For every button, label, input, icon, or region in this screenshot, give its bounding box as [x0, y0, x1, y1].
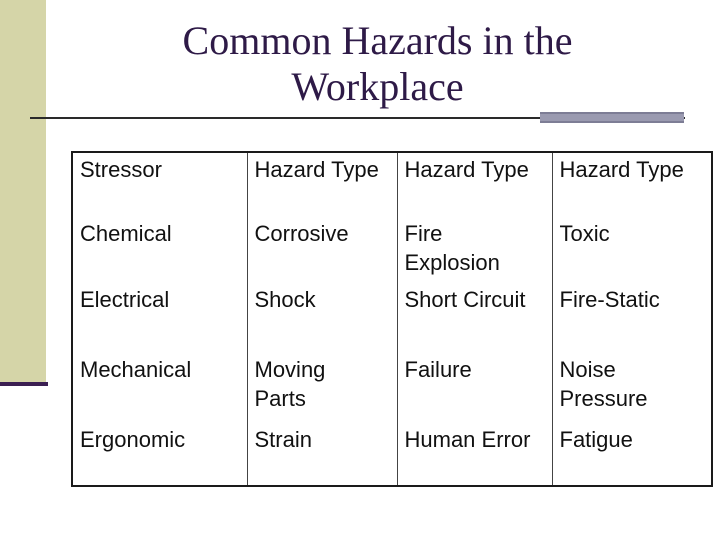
hazard-text: Human Error	[404, 427, 531, 452]
hazard-text: Explosion	[404, 250, 500, 275]
table-row	[72, 353, 712, 423]
left-decorative-bar	[0, 0, 46, 382]
header-cell: Hazard Type	[247, 152, 397, 217]
title-line-1: Common Hazards in the	[182, 18, 573, 63]
stressor-cell: Ergonomic	[80, 427, 186, 452]
hazard-text: Noise	[559, 357, 616, 382]
hazard-text: Pressure	[559, 386, 648, 411]
header-cell: Hazard Type	[552, 152, 712, 217]
stressor-cell: Electrical	[80, 287, 170, 312]
hazard-text: Corrosive	[254, 221, 349, 246]
hazard-text: Fatigue	[559, 427, 633, 452]
hazard-text: Fire-Static	[559, 287, 660, 312]
hazard-cell	[247, 423, 397, 486]
title-line-2: Workplace	[291, 64, 464, 109]
hazard-cell	[552, 353, 712, 423]
title-underline-accent	[540, 112, 684, 123]
slide-title	[100, 18, 655, 110]
table-header-row	[72, 152, 712, 217]
header-cell: Hazard Type	[397, 152, 552, 217]
hazard-text: Fire	[404, 221, 443, 246]
header-cell: Stressor	[80, 157, 162, 182]
hazard-cell	[247, 283, 397, 353]
table-row	[72, 423, 712, 486]
stressor-cell: Mechanical	[80, 357, 192, 382]
hazard-cell	[247, 217, 397, 283]
table-row	[72, 217, 712, 283]
hazard-text: Moving	[254, 357, 326, 382]
hazards-table	[71, 151, 713, 487]
hazard-text: Shock	[254, 287, 316, 312]
hazard-text: Strain	[254, 427, 312, 452]
hazard-cell	[247, 353, 397, 423]
hazard-text: Toxic	[559, 221, 610, 246]
left-bar-accent-line	[0, 382, 48, 386]
table-row	[72, 283, 712, 353]
hazard-text: Failure	[404, 357, 472, 382]
hazard-cell	[397, 423, 552, 486]
stressor-cell: Chemical	[80, 221, 172, 246]
hazard-cell	[397, 283, 552, 353]
hazard-cell	[397, 353, 552, 423]
hazard-cell	[552, 217, 712, 283]
hazard-cell	[552, 283, 712, 353]
hazard-text: Short Circuit	[404, 287, 526, 312]
hazard-cell	[552, 423, 712, 486]
hazard-cell	[397, 217, 552, 283]
hazard-text: Parts	[254, 386, 306, 411]
